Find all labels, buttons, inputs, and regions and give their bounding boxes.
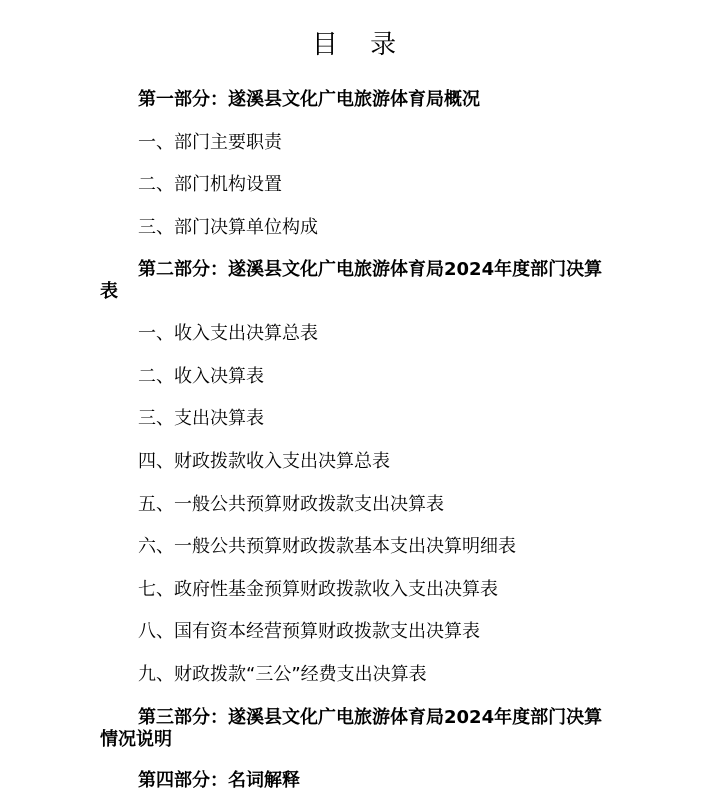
part2-item-9: 九、财政拨款“三公”经费支出决算表 xyxy=(138,664,427,685)
part2-item-4: 四、财政拨款收入支出决算总表 xyxy=(138,451,390,472)
part1-item-3: 三、部门决算单位构成 xyxy=(138,217,318,238)
part1-heading: 第一部分：遂溪县文化广电旅游体育局概况 xyxy=(138,89,480,110)
part2-item-8: 八、国有资本经营预算财政拨款支出决算表 xyxy=(138,621,480,642)
part3-heading: 第三部分：遂溪县文化广电旅游体育局2024年度部门决算情况说明 xyxy=(100,707,603,750)
page-title: 目 录 xyxy=(311,30,409,60)
part2-heading: 第二部分：遂溪县文化广电旅游体育局2024年度部门决算表 xyxy=(100,259,603,302)
part2-item-1: 一、收入支出决算总表 xyxy=(138,323,318,344)
part4-heading: 第四部分：名词解释 xyxy=(138,770,300,791)
part2-item-5: 五、一般公共预算财政拨款支出决算表 xyxy=(138,494,444,515)
part2-item-2: 二、收入决算表 xyxy=(138,366,264,387)
part2-item-6: 六、一般公共预算财政拨款基本支出决算明细表 xyxy=(138,536,516,557)
part2-item-7: 七、政府性基金预算财政拨款收入支出决算表 xyxy=(138,579,498,600)
part2-item-3: 三、支出决算表 xyxy=(138,408,264,429)
part1-item-2: 二、部门机构设置 xyxy=(138,174,282,195)
part1-item-1: 一、部门主要职责 xyxy=(138,132,282,153)
